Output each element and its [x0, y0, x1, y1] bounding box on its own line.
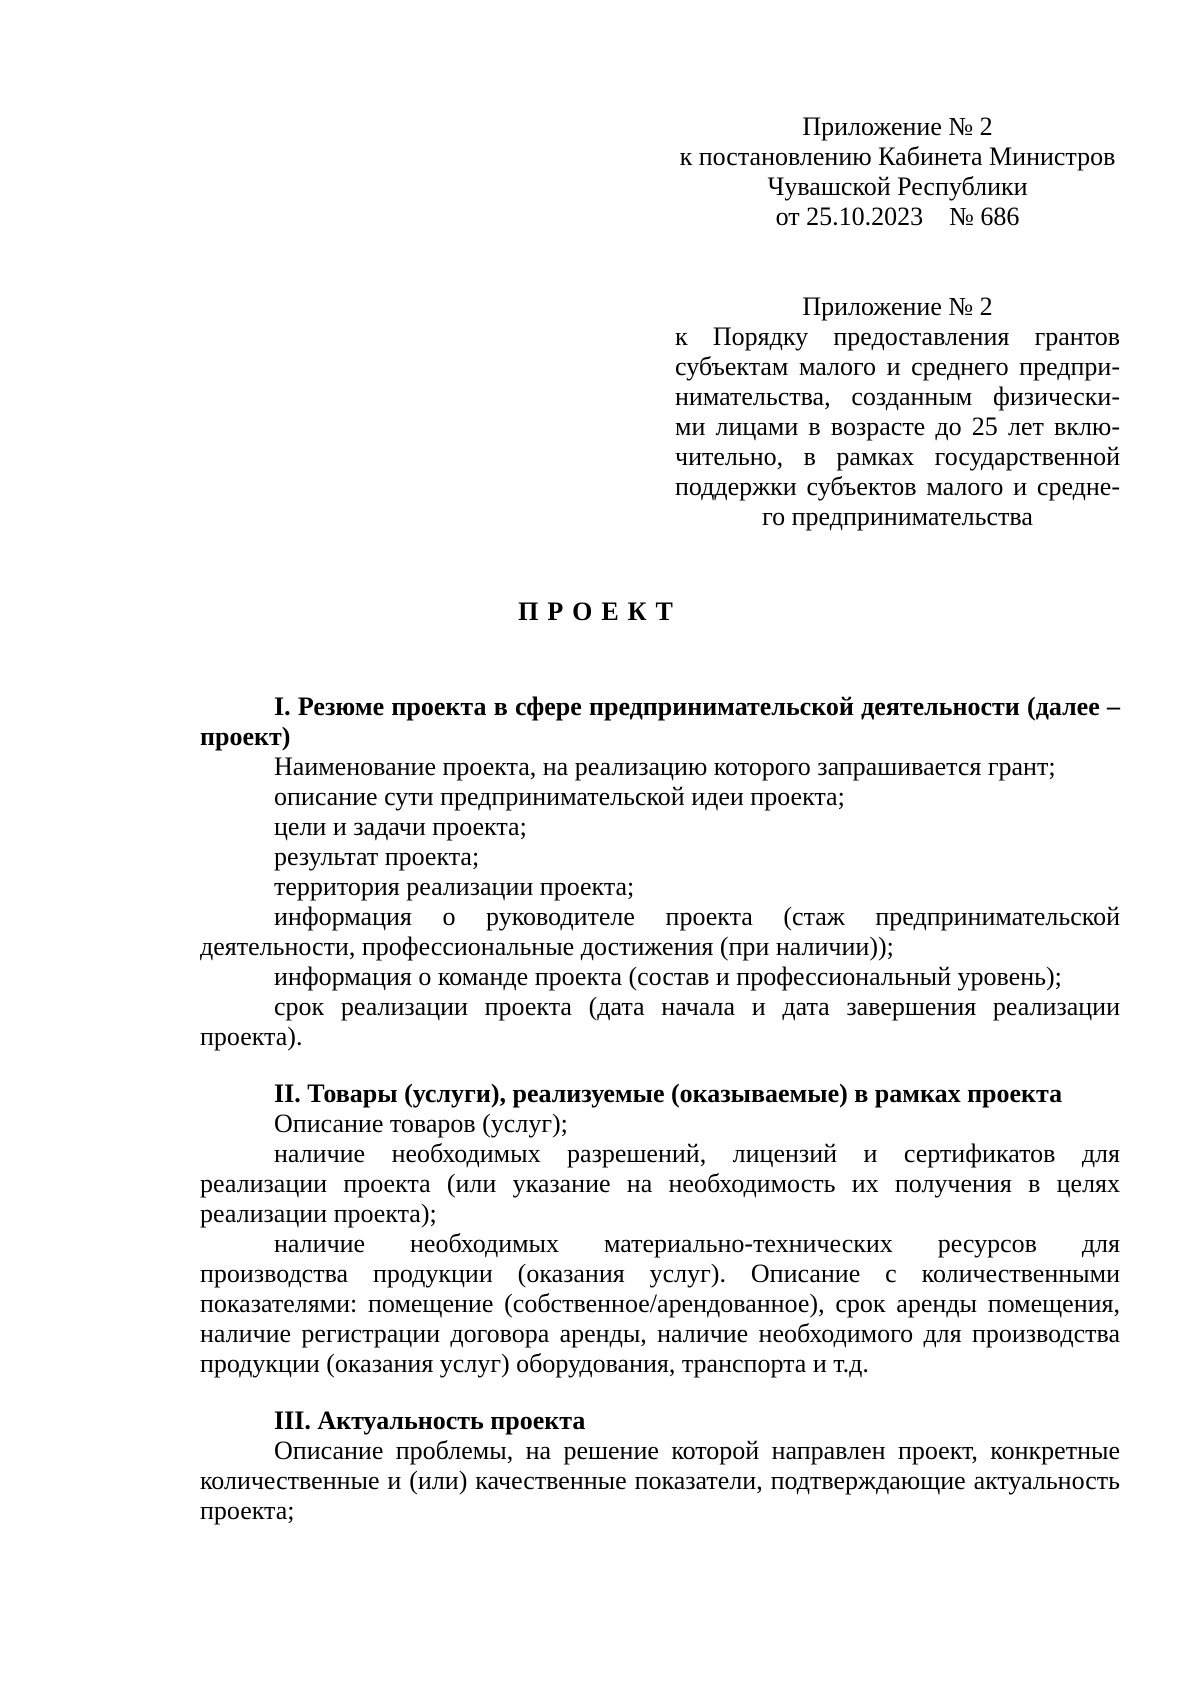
- annex-label: Приложение № 2: [802, 292, 993, 321]
- paragraph: Наименование проекта, на реализацию которого запрашивается грант;: [274, 752, 1056, 781]
- annex-order-line: ми лицами в возрасте до 25 лет вклю-: [675, 412, 1120, 441]
- annex-order-line: к Порядку предоставления грантов: [675, 322, 1120, 351]
- document-body: [200, 692, 1120, 1526]
- paragraph: территория реализации проекта;: [274, 872, 635, 901]
- section-heading: III. Актуальность проекта: [274, 1406, 586, 1435]
- paragraph: срок реализации проекта (дата начала и дата завершения реализации проекта).: [200, 992, 1120, 1051]
- paragraph: описание сути предпринимательской идеи проекта;: [274, 782, 845, 811]
- annex-order-line: чительно, в рамках государственной: [675, 442, 1120, 471]
- paragraph: Описание товаров (услуг);: [274, 1109, 568, 1138]
- paragraph: наличие необходимых материально-технических ресурсов для производства продукции (оказания услуг). Описание с количественными показателями: помещение (собственное/арендованное), срок аренды помещения, наличие регистрации договора аренды, наличие необходимого для производства продукции (оказания услуг) оборудования, транспорта и т.д.: [200, 1229, 1120, 1378]
- paragraph: информация о команде проекта (состав и профессиональный уровень);: [274, 962, 1062, 991]
- paragraph: Описание проблемы, на решение которой направлен проект, конкретные количественные и (или) качественные показатели, подтверждающие актуальность проекта;: [200, 1436, 1120, 1525]
- annex-cabinet-resolution: [675, 112, 1120, 232]
- annex-order: [675, 292, 1120, 532]
- paragraph: информация о руководителе проекта (стаж предпринимательской деятельности, профессиональные достижения (при наличии));: [200, 902, 1120, 961]
- section-spacer: [200, 1052, 1120, 1079]
- paragraph: наличие необходимых разрешений, лицензий и сертификатов для реализации проекта (или указание на необходимость их получения в целях реализации проекта);: [200, 1139, 1120, 1228]
- section-spacer: [200, 1379, 1120, 1406]
- section-heading: I. Резюме проекта в сфере предпринимательской деятельности (далее – проект): [200, 692, 1120, 751]
- annex-order-line: поддержки субъектов малого и средне-: [675, 472, 1120, 501]
- section-heading: II. Товары (услуги), реализуемые (оказываемые) в рамках проекта: [274, 1079, 1063, 1108]
- annex-resolution-ref: к постановлению Кабинета Министров: [679, 142, 1116, 171]
- paragraph: цели и задачи проекта;: [274, 812, 527, 841]
- annex-order-line: го предпринимательства: [762, 502, 1033, 531]
- annex-date-number: от 25.10.2023 № 686: [775, 202, 1020, 231]
- annex-order-line: нимательства, созданным физически-: [675, 382, 1120, 411]
- annex-republic: Чувашской Республики: [767, 172, 1028, 201]
- document-title: ПРОЕКТ: [518, 597, 682, 626]
- paragraph: результат проекта;: [274, 842, 480, 871]
- annex-order-line: субъектам малого и среднего предпри-: [675, 352, 1120, 381]
- annex-label: Приложение № 2: [802, 112, 993, 141]
